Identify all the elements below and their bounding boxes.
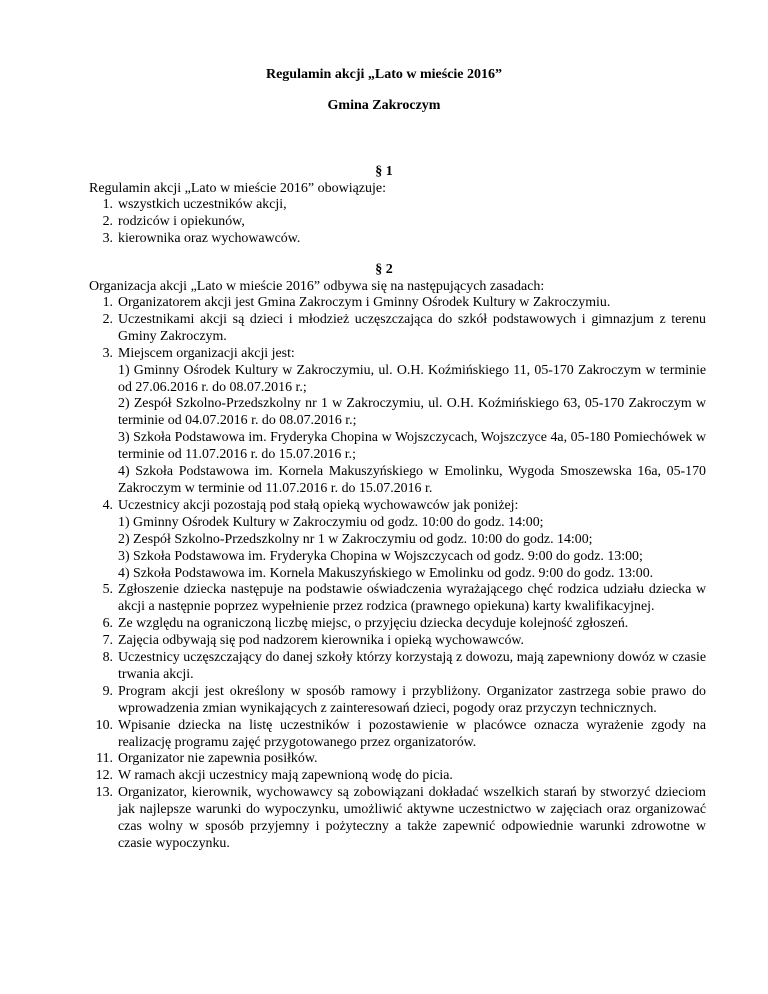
section-2-intro: Organizacja akcji „Lato w mieście 2016” odbywa się na następujących zasadach: [89, 279, 545, 294]
list-item: 8. Uczestnicy uczęszczający do danej szkoły którzy korzystają z dowozu, mają zapewniony dowóz w czasie trwania akcji. [102, 650, 706, 682]
section-1-list [89, 197, 706, 248]
sub-item: 2) Zespół Szkolno-Przedszkolny nr 1 w Zakroczymiu od godz. 10:00 do godz. 14:00; [118, 531, 593, 547]
document-title: Regulamin akcji „Lato w mieście 2016” [265, 67, 503, 82]
list-item: 7. Zajęcia odbywają się pod nadzorem kierownika i opieką wychowawców. [102, 633, 525, 649]
section-1-heading: § 1 [375, 164, 393, 179]
list-item: 5. Zgłoszenie dziecka następuje na podstawie oświadczenia wyrażającego chęć rodzica udziału dziecka w akcji a następnie poprzez wypełnienie przez rodzica (prawnego opiekuna) karty kwalifikacyjnej. [102, 582, 706, 615]
sub-item: 4) Szkoła Podstawowa im. Kornela Makuszyńskiego w Emolinku od godz. 9:00 do godz. 13:00. [118, 565, 654, 581]
list-item: 1. Organizatorem akcji jest Gmina Zakroczym i Gminny Ośrodek Kultury w Zakroczymiu. [102, 295, 611, 310]
list-item: 10. Wpisanie dziecka na listę uczestników i pozostawienie w placówce oznacza wyrażenie zgody na realizację programu zajęć przygotowanego przez organizatorów. [95, 717, 706, 750]
list-item: 4. Uczestnicy akcji pozostają pod stałą opieką wychowawców jak poniżej: 1) Gminny Ośrodek Kultury w Zakroczymiu od godz. 10:00 do godz. 14:00; 2) Zespół Szkolno-Przedszkolny nr 1 w Zakroczymiu od godz. 10:00 do godz. 14:00; 3) Szkoła Podstawowa im. Fryderyka Chopina w Wojszczycach od godz. 9:00 do godz. 13:00; 4) Szkoła Podstawowa im. Kornela Makuszyńskiego w Emolinku od godz. 9:00 do godz. 13:00. [89, 498, 706, 583]
section-2-heading: § 2 [375, 262, 393, 277]
section-2-list [89, 295, 706, 853]
list-item: 13. Organizator, kierownik, wychowawcy są zobowiązani dokładać wszelkich starań by stworzyć dzieciom jak najlepsze warunki do wypoczynku, umożliwić aktywne uczestnictwo w zajęciach oraz organizować czas wolny w sposób przyjemny i pożyteczny a także zapewnić odpowiednie warunki zdrowotne w czasie wypoczynku. [95, 785, 706, 851]
list-item: 2. Uczestnikami akcji są dzieci i młodzież uczęszczająca do szkół podstawowych i gimnazjum z terenu Gminy Zakroczym. [102, 311, 706, 344]
list-item: 11. Organizator nie zapewnia posiłków. [96, 751, 318, 767]
sub-item: 2) Zespół Szkolno-Przedszkolny nr 1 w Zakroczymiu, ul. O.H. Koźmińskiego 63, 05-170 Zakroczym w terminie od 04.07.2016 r. do 08.07.2016 r.; [118, 396, 706, 429]
sub-item: 1) Gminny Ośrodek Kultury w Zakroczymiu, ul. O.H. Koźmińskiego 11, 05-170 Zakroczym w terminie od 27.06.2016 r. do 08.07.2016 r.; [118, 362, 706, 395]
list-item: 6. Ze względu na ograniczoną liczbę miejsc, o przyjęciu dziecka decyduje kolejność zgłoszeń. [102, 616, 629, 632]
list-item: 3. Miejscem organizacji akcji jest: 1) Gminny Ośrodek Kultury w Zakroczymiu, ul. O.H. Koźmińskiego 11, 05-170 Zakroczym w terminie od 27.06.2016 r. do 08.07.2016 r.; 2) Zespół Szkolno-Przedszkolny nr 1 w Zakroczymiu, ul. O.H. Koźmińskiego 63, 05-170 Zakroczym w terminie od 04.07.2016 r. do 08.07.2016 r.; 3) Szkoła Podstawowa im. Fryderyka Chopina w Wojszczycach, Wojszczyce 4a, 05-180 Pomiechówek w terminie od 11.07.2016 r. do 15.07.2016 r.; 4) Szkoła Podstawowa im. Kornela Makuszyńskiego w Emolinku, Wygoda Smoszewska 16a, 05-170 Zakroczym w terminie od 11.07.2016 r. do 15.07.2016 r. [102, 345, 706, 496]
sub-item: 1) Gminny Ośrodek Kultury w Zakroczymiu od godz. 10:00 do godz. 14:00; [118, 514, 544, 530]
sub-item: 3) Szkoła Podstawowa im. Fryderyka Chopina w Wojszczycach, Wojszczyce 4a, 05-180 Pomiechówek w terminie od 11.07.2016 r. do 15.07.2016 r.; [118, 430, 706, 463]
section-1-intro: Regulamin akcji „Lato w mieście 2016” obowiązuje: [89, 181, 387, 196]
list-item: 1. wszystkich uczestników akcji, [102, 197, 287, 212]
list-item: 2. rodziców i opiekunów, [102, 213, 245, 229]
list-item: 12. W ramach akcji uczestnicy mają zapewnioną wodę do picia. [95, 768, 453, 784]
list-item: 9. Program akcji jest określony w sposób ramowy i przybliżony. Organizator zastrzega sobie prawo do wprowadzenia zmian wynikających z zainteresowań dzieci, pogody oraz przyczyn technicznych. [102, 683, 706, 716]
list-item: 3. kierownika oraz wychowawców. [102, 230, 301, 246]
sub-item: 4) Szkoła Podstawowa im. Kornela Makuszyńskiego w Emolinku, Wygoda Smoszewska 16a, 05-170 Zakroczym w terminie od 11.07.2016 r. do 15.07.2016 r. [118, 464, 706, 496]
sub-item: 3) Szkoła Podstawowa im. Fryderyka Chopina w Wojszczycach od godz. 9:00 do godz. 13:00; [118, 548, 643, 564]
document-subtitle: Gmina Zakroczym [327, 98, 441, 113]
